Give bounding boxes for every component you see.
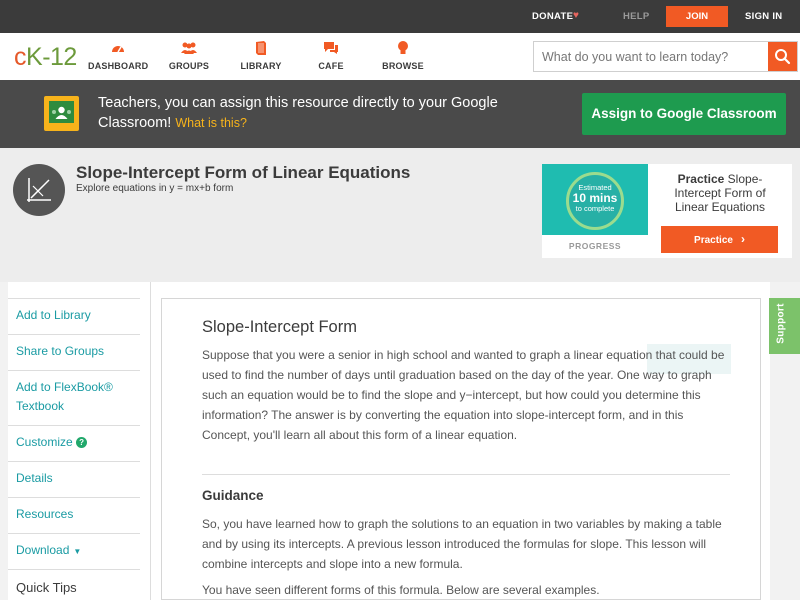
nav-cafe[interactable]: CAFE xyxy=(312,40,350,71)
quick-tips-heading: Quick Tips xyxy=(16,580,77,595)
nav-library[interactable]: LIBRARY xyxy=(238,40,284,71)
sidebar-item-add-to-library[interactable]: Add to Library xyxy=(16,308,91,322)
google-classroom-banner xyxy=(0,80,800,148)
concept-header xyxy=(0,148,800,282)
search-box xyxy=(533,41,798,72)
search-icon xyxy=(768,42,797,71)
support-tab[interactable]: Support xyxy=(769,298,800,354)
guidance-heading: Guidance xyxy=(202,488,264,503)
assign-to-google-classroom-button[interactable]: Assign to Google Classroom xyxy=(582,93,786,135)
top-utility-bar xyxy=(0,0,800,33)
caret-down-icon: ▼ xyxy=(73,547,82,556)
nav-groups[interactable]: GROUPS xyxy=(166,40,212,71)
nav-dashboard[interactable]: DASHBOARD xyxy=(88,40,148,71)
practice-card xyxy=(542,164,792,258)
sidebar-item-download[interactable]: Download ▼ xyxy=(16,543,82,557)
lesson-title: Slope-Intercept Form xyxy=(202,318,357,336)
sidebar-item-details[interactable]: Details xyxy=(16,471,53,485)
dashboard-gauge-icon xyxy=(110,40,126,56)
nav-browse[interactable]: BROWSE xyxy=(380,40,426,71)
cafe-chat-icon xyxy=(323,40,339,56)
examples-paragraph: You have seen different forms of this formula. Below are several examples. xyxy=(202,583,600,597)
google-classroom-icon xyxy=(44,96,79,131)
practice-progress-graphic xyxy=(542,164,648,235)
groups-people-icon xyxy=(180,40,198,56)
sidebar-item-add-to-flexbook[interactable]: Add to FlexBook® Textbook xyxy=(16,380,113,413)
browse-bulb-icon xyxy=(397,40,409,56)
what-is-this-link[interactable]: What is this? xyxy=(175,116,247,130)
sidebar-item-customize[interactable]: Customize ? xyxy=(16,433,140,452)
sidebar-item-share-to-groups[interactable]: Share to Groups xyxy=(16,344,105,358)
practice-description: Practice Slope-Intercept Form of Linear Equations xyxy=(674,172,766,214)
concept-title: Slope-Intercept Form of Linear Equations xyxy=(76,163,411,182)
search-input[interactable] xyxy=(534,42,770,71)
heart-icon: ♥ xyxy=(573,10,579,21)
donate-link[interactable]: DONATE xyxy=(532,11,574,22)
chevron-right-icon: › xyxy=(740,232,745,246)
join-button[interactable]: JOIN xyxy=(666,6,728,27)
concept-subtitle: Explore equations in y = mx+b form xyxy=(76,183,234,194)
practice-button[interactable]: Practice › xyxy=(661,226,778,253)
section-divider xyxy=(202,474,730,475)
graph-axes-icon xyxy=(13,164,65,216)
sidebar-item-resources[interactable]: Resources xyxy=(16,507,74,521)
banner-text: Teachers, you can assign this resource directly to your Google Classroom! What is this? xyxy=(98,95,498,131)
progress-label: PROGRESS xyxy=(568,241,622,251)
estimated-time-badge: Estimated 10 mins to complete xyxy=(566,172,624,230)
ck12-logo[interactable]: cK-12 xyxy=(14,43,77,71)
actions-sidebar xyxy=(8,282,150,600)
lesson-intro-paragraph: Suppose that you were a senior in high school and wanted to graph a linear equation that could be used to find the number of days until graduation based on the day of the year. One way to graph such an equation would be to find the slope and y−intercept, but how could you determine this information? The answer is by converting the equation into slope-intercept form, and in this Concept, you'll learn all about this form of a linear equation. xyxy=(202,348,725,442)
guidance-paragraph: So, you have learned how to graph the solutions to an equation in two variables by making a table and by using its intercepts. A previous lesson introduced the formulas for slope. This lesson will combine intercepts and slope into a new formula. xyxy=(202,517,722,571)
help-question-icon[interactable]: ? xyxy=(76,437,87,448)
library-book-icon xyxy=(254,40,268,56)
sign-in-link[interactable]: SIGN IN xyxy=(745,11,783,22)
search-button[interactable] xyxy=(768,42,797,71)
main-nav-bar xyxy=(0,33,800,80)
help-link[interactable]: HELP xyxy=(623,11,650,22)
lesson-content xyxy=(161,298,761,600)
